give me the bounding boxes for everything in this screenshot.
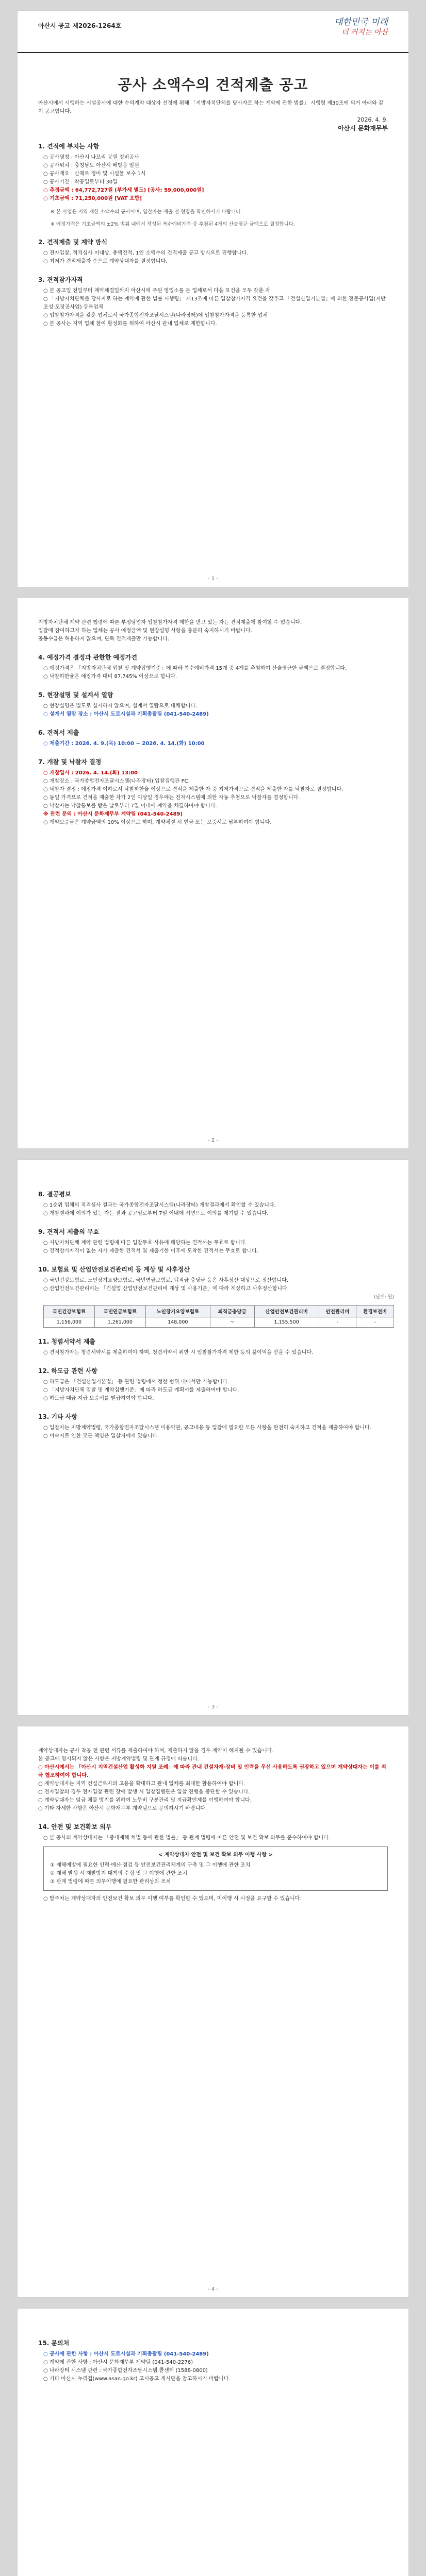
section-12-line: ○ 하도급 대금 지급 보증서를 발급하여야 합니다.	[43, 1396, 154, 1401]
contact-note: ※ 관련 문의 : 아산시 문화재무부 계약팀 (041-540-2489)	[43, 811, 183, 817]
table-header-cell: 국민건강보험료	[44, 1306, 95, 1317]
box-title: < 계약상대자 안전 및 보건 확보 의무 이행 사항 >	[158, 1852, 273, 1858]
page-4-text: ○ 계약상대자는 임금 체불 방지를 위하여 노무비 구분관리 및 지급확인제를 이행하여야 합니다.	[38, 1798, 252, 1803]
page-number: - 4 -	[208, 2286, 218, 2292]
logo-main-text: 대한민국 미래	[334, 17, 388, 27]
section-14-line: ○ 본 공사의 계약상대자는 「중대재해 처벌 등에 관한 법률」 등 관계 법령에 따른 안전 및 보건 확보 의무를 준수하여야 합니다.	[43, 1835, 330, 1841]
insurance-table	[43, 1305, 394, 1328]
section-1-title: 1. 견적에 부치는 사항	[38, 143, 100, 150]
section-1-note: ※ 예정가격은 기초금액의 ±2% 범위 내에서 작성된 복수예비가격 중 추첨된 4개의 산술평균 금액으로 결정합니다.	[51, 222, 295, 227]
page-4-text: ○ 기타 자세한 사항은 아산시 문화재무부 계약팀으로 문의하시기 바랍니다.	[38, 1806, 207, 1811]
notice-number: 아산시 공고 제2026-1264호	[38, 22, 122, 29]
page-2-text: 입찰에 참여하고자 하는 업체는 공사 예정금액 및 현장설명 사항을 충분히 숙지하시기 바랍니다.	[38, 628, 252, 634]
safety-obligation-box	[43, 1846, 388, 1891]
section-3-title: 3. 견적참가자격	[38, 276, 83, 283]
section-4-line: ○ 낙찰하한율은 예정가격 대비 87.745% 이상으로 합니다.	[43, 674, 177, 680]
table-header-cell: 환경보전비	[356, 1306, 394, 1317]
section-13-title: 13. 기타 사항	[38, 1413, 77, 1420]
section-13-line: ○ 입찰자는 지방계약법령, 국가종합전자조달시스템 이용약관, 공고내용 등 입찰에 필요한 모든 사항을 완전히 숙지하고 견적을 제출하여야 합니다.	[43, 1425, 371, 1431]
section-5-title: 5. 현장설명 및 설계서 열람	[38, 691, 113, 699]
section-7-line: ○ 개찰장소 : 국가종합전자조달시스템(나라장터) 입찰집행관 PC	[43, 778, 188, 784]
table-header-cell: 퇴직금충당금	[210, 1306, 254, 1317]
document-title: 공사 소액수의 견적제출 공고	[118, 76, 308, 93]
notice-date: 2026. 4. 9.	[357, 116, 388, 123]
document-page-2	[17, 598, 409, 1149]
table-cell: 1,155,500	[254, 1317, 319, 1328]
section-11-line: ○ 견적참가자는 청렴서약서를 제출하여야 하며, 청렴서약서 위반 시 입찰참가자격 제한 등의 불이익을 받을 수 있습니다.	[43, 1350, 314, 1355]
section-5-line: ○ 현장설명은 별도로 실시하지 않으며, 설계서 열람으로 대체합니다.	[43, 703, 198, 709]
table-header-row	[44, 1306, 394, 1317]
section-9-line: ○ 지방자치단체 계약 관련 법령에 따른 입찰무효 사유에 해당하는 견적서는 무효로 합니다.	[43, 1240, 247, 1246]
page-number: - 2 -	[208, 1138, 218, 1143]
table-row	[44, 1317, 394, 1328]
contact-line: ○ 기타 아산시 누리집(www.asan.go.kr) 고시공고 게시판을 참고하시기 바랍니다.	[43, 2376, 231, 2382]
section-3-line: ○ 본 공고일 전일부터 계약체결일까지 아산시에 주된 영업소를 둔 업체로서 다음 요건을 모두 갖춘 자	[43, 288, 270, 294]
section-7-line: ○ 낙찰자 결정 : 예정가격 이하로서 낙찰하한율 이상으로 견적을 제출한 자 중 최저가격으로 견적을 제출한 자를 낙찰자로 결정합니다.	[43, 787, 343, 792]
contact-line: ○ 나라장터 시스템 관련 : 국가종합전자조달시스템 콜센터 (1588-0800)	[43, 2368, 208, 2374]
section-7-line: ○ 동일 가격으로 견적을 제출한 자가 2인 이상일 경우에는 전자시스템에 의한 자동 추첨으로 낙찰자를 결정합니다.	[43, 795, 300, 801]
section-8-title: 8. 결공평보	[38, 1191, 71, 1198]
section-11-title: 11. 청렴서약서 제출	[38, 1338, 95, 1345]
document-page-4	[17, 1726, 409, 2298]
table-cell: ~	[210, 1317, 254, 1328]
page-4-text: 본 공고에 명시되지 않은 사항은 지방계약법령 및 관계 규정에 따릅니다.	[38, 1756, 199, 1762]
section-7-line: ○ 계약보증금은 계약금액의 10% 이상으로 하며, 계약체결 시 현금 또는 보증서로 납부하여야 합니다.	[43, 820, 272, 825]
local-industry-note: ○ 아산시에서는 「아산시 지역건설산업 활성화 지원 조례」에 따라 관내 건설자재·장비 및 인력을 우선 사용하도록 권장하고 있으며 계약상대자는 이를 적극 협조하여야 합니다.	[38, 1765, 386, 1778]
section-12-title: 12. 하도급 관련 사항	[38, 1367, 97, 1375]
section-3-line: ○ 입찰참가자격을 갖춘 업체로서 국가종합전자조달시스템(나라장터)에 입찰참가자격을 등록한 업체	[43, 313, 268, 318]
submission-period: ○ 제출기간 : 2026. 4. 9.(목) 10:00 ~ 2026. 4. 14.(화) 10:00	[43, 741, 205, 747]
issuing-org: 아산시 문화재무부	[338, 125, 388, 132]
intro-text: 아산시에서 시행하는 시설공사에 대한 수의계약 대상자 선정에 위해 「지방자치단체를 당사자로 하는 계약에 관한 법률」 시행령 제30조에 의거 아래와 같이 공고합니다.	[38, 100, 384, 114]
section-10-title: 10. 보험료 및 산업안전보건관리비 등 계상 및 사후정산	[38, 1266, 190, 1273]
section-10-line: ○ 산업안전보건관리비는 「건설업 산업안전보건관리비 계상 및 사용기준」에 따라 계상하고 사후정산합니다.	[43, 1286, 289, 1292]
table-header-cell: 국민연금보험료	[94, 1306, 145, 1317]
section-14-line: ○ 발주처는 계약상대자의 안전보건 확보 의무 이행 여부를 확인할 수 있으며, 미이행 시 시정을 요구할 수 있습니다.	[43, 1896, 302, 1902]
page-4-text: 계약상대자는 공사 착공 전 관련 서류를 제출하여야 하며, 제출하지 않을 경우 계약이 해지될 수 있습니다.	[38, 1748, 274, 1754]
section-7-line: ○ 낙찰자는 낙찰통보를 받은 날로부터 7일 이내에 계약을 체결하여야 합니다.	[43, 803, 217, 809]
table-header-cell: 안전관리비	[319, 1306, 356, 1317]
document-page-5	[17, 2308, 409, 2576]
section-6-title: 6. 견적서 제출	[38, 729, 79, 736]
section-8-line: ○ 개찰결과에 이의가 있는 자는 결과 공고일로부터 7일 이내에 서면으로 이의를 제기할 수 있습니다.	[43, 1211, 269, 1216]
section-1-line: ○ 공사위치 : 충청남도 아산시 배방읍 일원	[43, 163, 139, 168]
box-item: ① 재해예방에 필요한 인력·예산·점검 등 안전보건관리체계의 구축 및 그 이행에 관한 조치	[50, 1862, 251, 1868]
document-meta	[18, 116, 408, 132]
opening-datetime: ○ 개찰일시 : 2026. 4. 14.(화) 13:00	[43, 770, 138, 776]
section-12-line: ○ 「지방자치단체 입찰 및 계약집행기준」에 따라 하도급 계획서를 제출하여야 합니다.	[43, 1387, 239, 1393]
section-2-title: 2. 견적제출 및 계약 방식	[38, 239, 107, 246]
section-4-title: 4. 예정가격 결정과 관한한 예정가견	[38, 654, 137, 661]
section-4-line: ○ 예정가격은 「지방자치단체 입찰 및 계약집행기준」에 따라 복수예비가격 15개 중 4개를 추첨하여 산술평균한 금액으로 결정합니다.	[43, 666, 347, 671]
section-9-title: 9. 견적서 제출의 무효	[38, 1228, 100, 1235]
page-4-text: ○ 계약상대자는 지역 건설근로자의 고용을 확대하고 관내 업체를 최대한 활용하여야 합니다.	[38, 1781, 245, 1787]
section-8-line: ○ 1순위 업체의 적격심사 결과는 국가종합전자조달시스템(나라장터) 개찰결과에서 확인할 수 있습니다.	[43, 1202, 276, 1208]
section-14-title: 14. 안전 및 보건확보 의무	[38, 1823, 112, 1831]
table-unit: (단위: 원)	[374, 1295, 394, 1300]
section-5-line: ○ 설계서 열람 장소 : 아산시 도로시설과 기획총괄팀 (041-540-2489)	[43, 711, 209, 717]
estimated-price: ○ 추정금액 : 64,772,727원 (부가세 별도) [공사: 59,000,000원]	[43, 188, 204, 193]
table-cell: 148,000	[145, 1317, 210, 1328]
city-logo	[334, 17, 388, 38]
section-2-line: ○ 최저가 견적제출자 순으로 계약상대자를 결정합니다.	[43, 259, 168, 264]
section-1-line: ○ 공사명칭 : 아산시 나포리 공원 정비공사	[43, 155, 139, 160]
section-10-line: ○ 국민건강보험료, 노인장기요양보험료, 국민연금보험료, 퇴직금 충당금 등은 사후정산 대상으로 정산합니다.	[43, 1278, 289, 1283]
page-4-text: ○ 전자입찰의 경우 전자입찰 관련 장애 발생 시 입찰집행관은 입찰 진행을 중단할 수 있습니다.	[38, 1789, 250, 1795]
base-price: ○ 기초금액 : 71,250,000원 [VAT 포함]	[43, 196, 142, 201]
table-cell: -	[319, 1317, 356, 1328]
section-1-line: ○ 공사개요 : 산책로 정비 및 시설물 보수 1식	[43, 171, 146, 177]
page-number: - 3 -	[208, 1704, 218, 1710]
section-13-line: ○ 미숙지로 인한 모든 책임은 입찰자에게 있습니다.	[43, 1433, 159, 1439]
page-2-text: 공동수급은 허용하지 않으며, 단독 견적제출만 가능합니다.	[38, 636, 170, 642]
table-cell: -	[356, 1317, 394, 1328]
contact-line: ○ 공사에 관한 사항 : 아산시 도로시설과 기획총괄팀 (041-540-2489)	[43, 2351, 209, 2357]
section-15-title: 15. 문의처	[38, 2340, 70, 2347]
section-9-line: ○ 견적참가자격이 없는 자가 제출한 견적서 및 제출기한 이후에 도착한 견적서는 무효로 합니다.	[43, 1248, 259, 1254]
page-number: - 1 -	[208, 576, 218, 582]
table-cell: 1,261,000	[94, 1317, 145, 1328]
box-item: ② 재해 발생 시 재발방지 대책의 수립 및 그 이행에 관한 조치	[50, 1871, 188, 1876]
table-header-cell: 노인장기요양보험료	[145, 1306, 210, 1317]
page-2-text: 지방자치단체 계약 관련 법령에 따른 부정당업자 입찰참가자격 제한을 받고 있는 자는 견적제출에 참여할 수 없습니다.	[38, 620, 302, 625]
section-2-line: ○ 전자입찰, 적격심사 미대상, 총액견적, 1인 소액수의 견적제출 공고 방식으로 진행합니다.	[43, 250, 249, 256]
section-7-title: 7. 개찰 및 낙찰자 결정	[38, 758, 102, 766]
table-header-cell: 산업안전보건관리비	[254, 1306, 319, 1317]
box-item: ③ 관계 법령에 따른 의무이행에 필요한 관리상의 조치	[50, 1879, 171, 1885]
section-3-line: ○ 본 공사는 지역 업체 참여 활성화를 위하여 아산시 관내 업체로 제한합니다.	[43, 321, 217, 327]
section-1-note: ※ 본 사업은 지역 제한 소액수의 공사이며, 입찰자는 제출 전 현장을 확인하시기 바랍니다.	[51, 209, 242, 215]
contact-line: ○ 계약에 관한 사항 : 아산시 문화재무부 계약팀 (041-540-2276)	[43, 2360, 193, 2365]
page-header	[18, 11, 408, 53]
document-page-1	[17, 10, 409, 587]
section-1-line: ○ 공사기간 : 착공일로부터 30일	[43, 179, 118, 185]
section-12-line: ○ 하도급은 「건설산업기본법」 등 관련 법령에서 정한 범위 내에서만 가능합니다.	[43, 1379, 229, 1385]
table-cell: 1,156,000	[44, 1317, 95, 1328]
logo-sub-text: 더 커지는 아산	[341, 28, 388, 37]
section-3-line: ○ 「지방자치단체를 당사자로 하는 계약에 관한 법률 시행령」 제13조에 따른 입찰참가자격 요건을 갖추고 「건설산업기본법」에 의한 전문공사업(지반조성·포장공사업) 등록업체	[43, 296, 386, 310]
document-page-3	[17, 1159, 409, 1716]
